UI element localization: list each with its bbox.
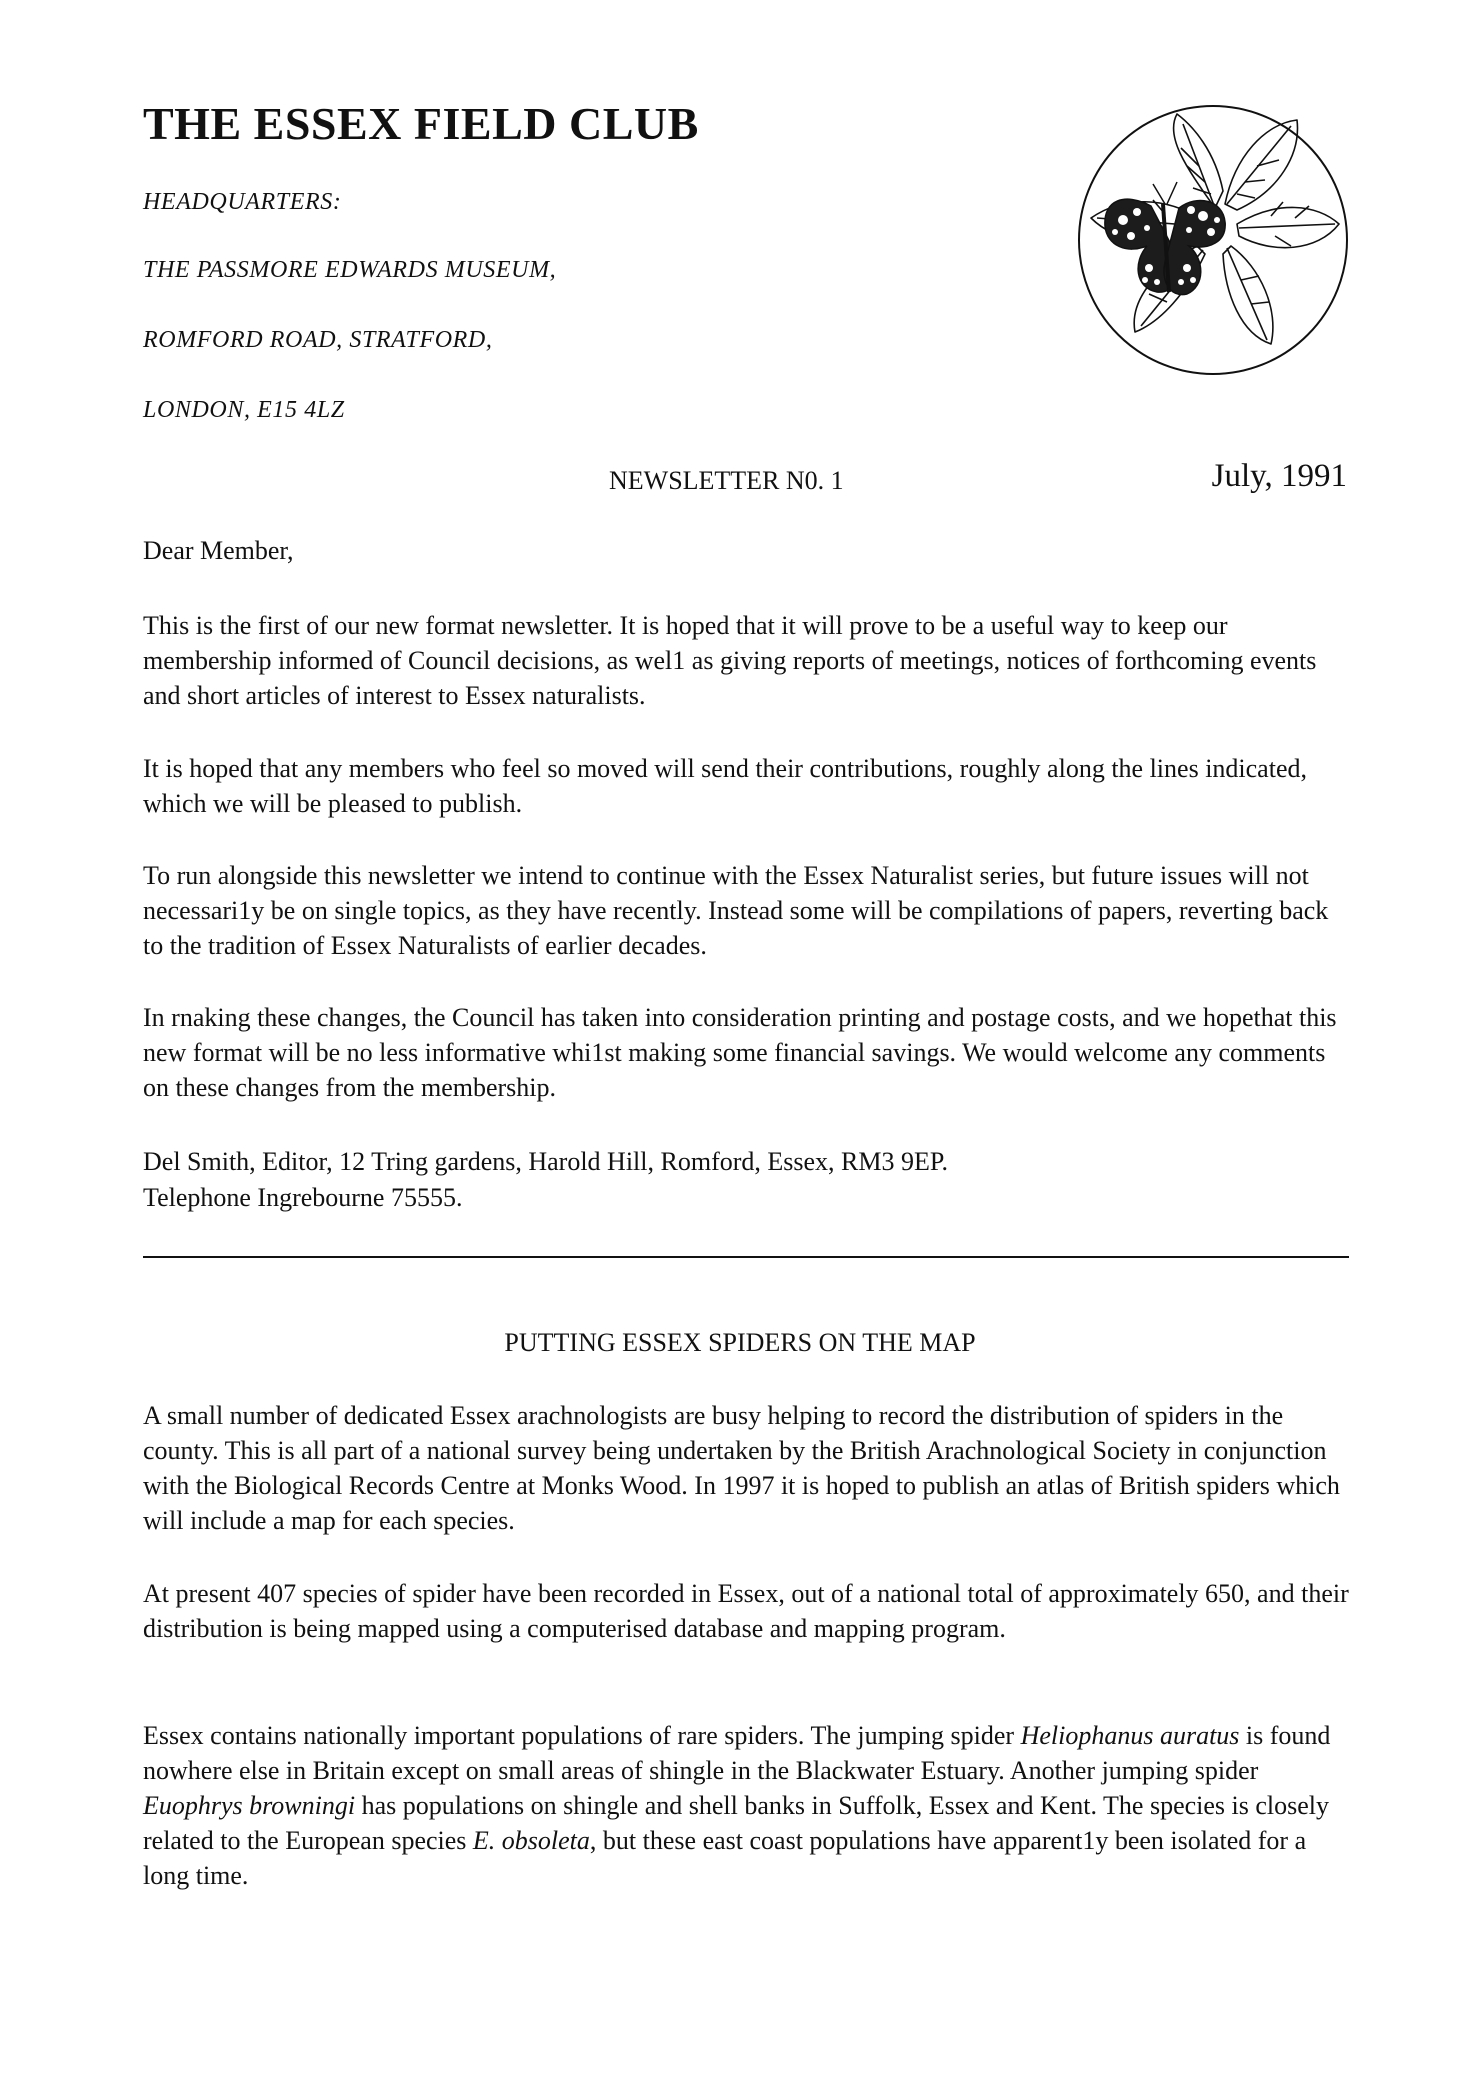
salutation: Dear Member, <box>143 536 294 565</box>
letter-paragraph: This is the first of our new format newsletter. It is hoped that it will prove to be a useful way to keep our membership informed of Council decisions, as wel1 as giving reports of meetings, notices of forthcoming events and short articles of interest to Essex naturalists. <box>143 611 1317 710</box>
butterfly-on-leaves-emblem-icon <box>1065 96 1357 380</box>
address-road: ROMFORD ROAD, STRATFORD, <box>143 327 493 353</box>
address-city: LONDON, E15 4LZ <box>143 397 345 423</box>
article-text: , but these east coast populations have apparent1y been isolated for a long time. <box>143 1826 1307 1890</box>
newsletter-date: July, 1991 <box>1211 458 1347 494</box>
species-name-euophrys: Euophrys browningi <box>143 1791 356 1820</box>
letter-paragraph: To run alongside this newsletter we intend to continue with the Essex Naturalist series, but future issues will not necessari1y be on single topics, as they have recently. Instead some will be compilations of papers, reverting back to the tradition of Essex Naturalists of earlier decades. <box>143 861 1329 960</box>
address-museum: THE PASSMORE EDWARDS MUSEUM, <box>143 257 557 283</box>
article-paragraph <box>143 1718 1353 1893</box>
section-divider <box>143 1256 1349 1258</box>
article-text: Essex contains nationally important populations of rare spiders. The jumping spider <box>143 1721 1021 1750</box>
address-headquarters: HEADQUARTERS: <box>143 189 342 215</box>
article-title: PUTTING ESSEX SPIDERS ON THE MAP <box>504 1328 976 1357</box>
club-title: THE ESSEX FIELD CLUB <box>143 98 699 149</box>
article-text: has populations on shingle and shell banks in Suffolk, Essex and Kent. The species is closely related to the European species <box>143 1791 1330 1855</box>
species-name-obsoleta: E. obsoleta <box>472 1826 590 1855</box>
editor-telephone: Telephone Ingrebourne 75555. <box>143 1183 463 1212</box>
newsletter-number: NEWSLETTER N0. 1 <box>609 466 844 495</box>
editor-contact: Del Smith, Editor, 12 Tring gardens, Harold Hill, Romford, Essex, RM3 9EP. <box>143 1147 948 1176</box>
article-text: is found nowhere else in Britain except on small areas of shingle in the Blackwater Estuary. Another jumping spider <box>143 1721 1331 1785</box>
article-paragraph: A small number of dedicated Essex arachnologists are busy helping to record the distribution of spiders in the county. This is all part of a national survey being undertaken by the British Arachnological Society in conjunction with the Biological Records Centre at Monks Wood. In 1997 it is hoped to publish an atlas of British spiders which will include a map for each species. <box>143 1401 1340 1535</box>
letter-paragraph: In rnaking these changes, the Council has taken into consideration printing and postage costs, and we hopethat this new format will be no less informative whi1st making some financial savings. We would welcome any comments on these changes from the membership. <box>143 1003 1337 1102</box>
letter-paragraph: It is hoped that any members who feel so moved will send their contributions, roughly along the lines indicated, which we will be pleased to publish. <box>143 754 1307 818</box>
species-name-heliophanus: Heliophanus auratus <box>1020 1721 1240 1750</box>
article-paragraph: At present 407 species of spider have been recorded in Essex, out of a national total of approximately 650, and their distribution is being mapped using a computerised database and mapping program. <box>143 1579 1349 1643</box>
